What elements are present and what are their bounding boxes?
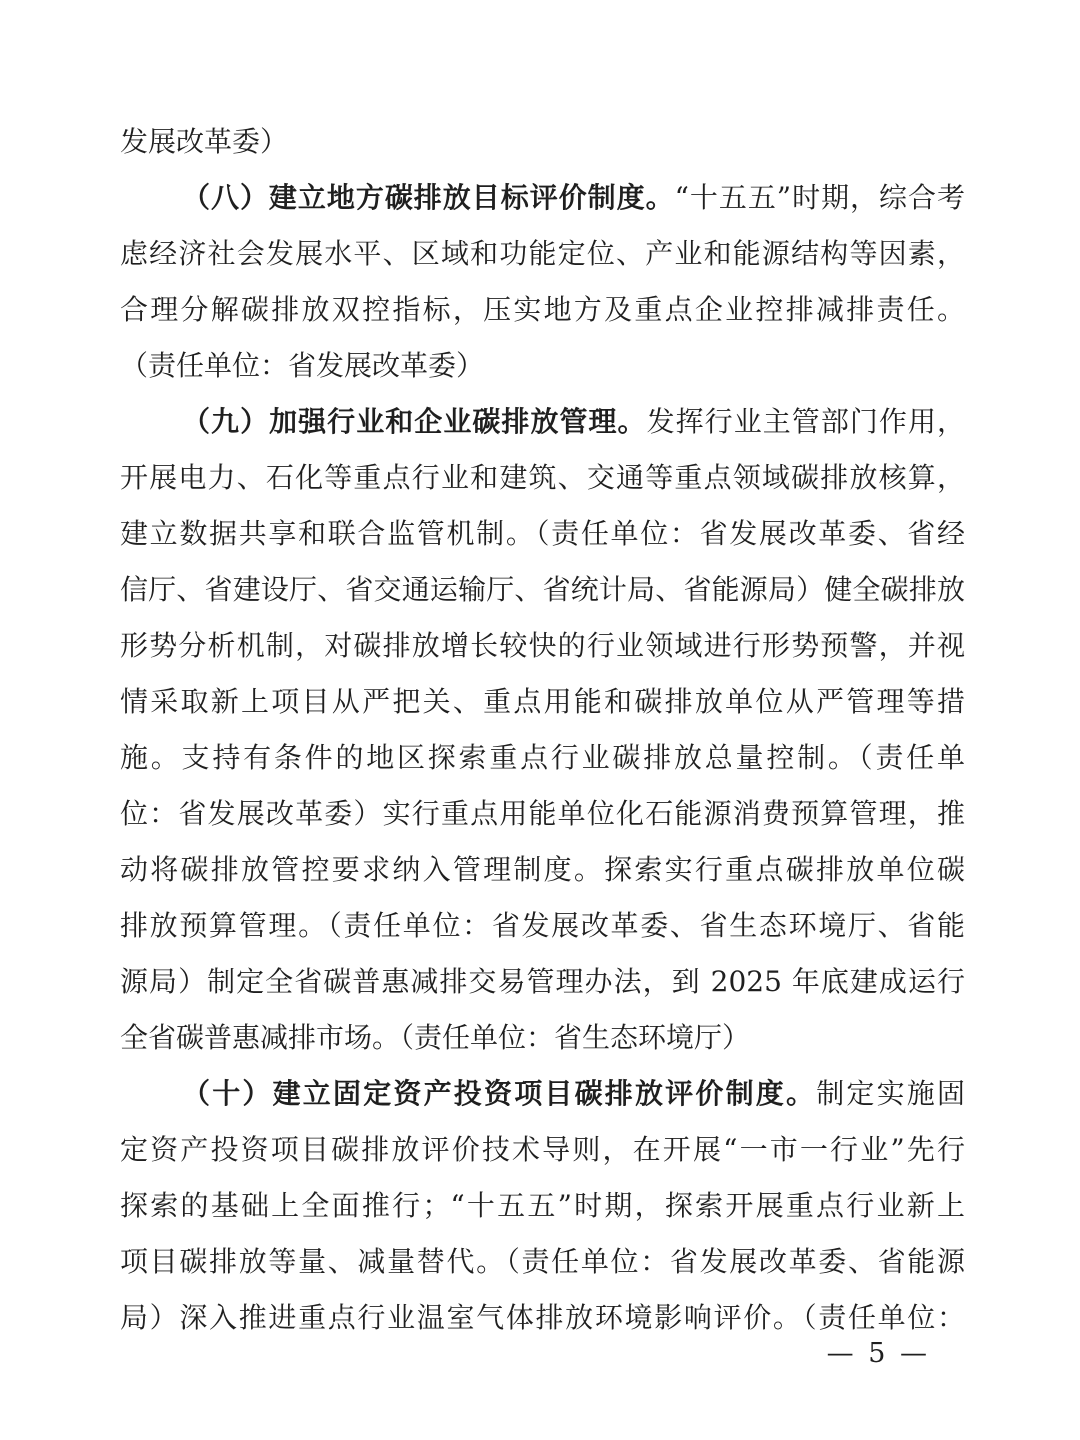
body-text: 探索的基础上全面推行；“十五五”时期，探索开展重点行业新上 <box>120 1189 965 1222</box>
body-text: 全省碳普惠减排市场。（责任单位：省生态环境厅） <box>120 1021 751 1054</box>
text-line <box>120 786 965 842</box>
text-line <box>120 1178 965 1234</box>
body-text: （责任单位：省发展改革委） <box>120 349 485 382</box>
text-line <box>120 954 965 1010</box>
body-text: 施。支持有条件的地区探索重点行业碳排放总量控制。（责任单 <box>120 741 965 774</box>
body-text: 排放预算管理。（责任单位：省发展改革委、省生态环境厅、省能 <box>120 909 965 942</box>
text-line <box>120 1122 965 1178</box>
body-text: 建立数据共享和联合监管机制。（责任单位：省发展改革委、省经 <box>120 517 965 550</box>
text-line <box>120 1066 965 1122</box>
text-line <box>120 226 965 282</box>
body-text: 信厅、省建设厅、省交通运输厅、省统计局、省能源局）健全碳排放 <box>120 573 965 606</box>
body-text: 局）深入推进重点行业温室气体排放环境影响评价。（责任单位： <box>120 1301 965 1334</box>
item-heading-text: （九）加强行业和企业碳排放管理。 <box>182 405 647 438</box>
body-text: 合理分解碳排放双控指标，压实地方及重点企业控排减排责任。 <box>120 293 965 326</box>
body-text: 动将碳排放管控要求纳入管理制度。探索实行重点碳排放单位碳 <box>120 853 965 886</box>
body-text: 形势分析机制，对碳排放增长较快的行业领域进行形势预警，并视 <box>120 629 965 662</box>
text-line <box>120 394 965 450</box>
document-body <box>120 114 965 1346</box>
body-text: 源局）制定全省碳普惠减排交易管理办法，到 2025 年底建成运行 <box>120 965 965 998</box>
body-text: 发展改革委） <box>120 125 289 158</box>
text-line <box>120 1010 965 1066</box>
text-line <box>120 562 965 618</box>
page-number: — 5 — <box>826 1338 930 1369</box>
text-line <box>120 842 965 898</box>
text-line <box>120 730 965 786</box>
item-heading-text: （十）建立固定资产投资项目碳排放评价制度。 <box>182 1077 817 1110</box>
text-line <box>120 114 965 170</box>
body-text: 开展电力、石化等重点行业和建筑、交通等重点领域碳排放核算， <box>120 461 965 494</box>
body-text: 定资产投资项目碳排放评价技术导则，在开展“一市一行业”先行 <box>120 1133 965 1166</box>
body-text: 发挥行业主管部门作用， <box>646 405 965 438</box>
text-line <box>120 282 965 338</box>
text-line <box>120 450 965 506</box>
body-text: 情采取新上项目从严把关、重点用能和碳排放单位从严管理等措 <box>120 685 965 718</box>
text-line <box>120 338 965 394</box>
text-line <box>120 506 965 562</box>
item-heading-text: （八）建立地方碳排放目标评价制度。 <box>182 181 675 214</box>
body-text: 虑经济社会发展水平、区域和功能定位、产业和能源结构等因素， <box>120 237 965 270</box>
text-line <box>120 618 965 674</box>
text-line <box>120 1234 965 1290</box>
text-line <box>120 674 965 730</box>
body-text: 制定实施固 <box>816 1077 965 1110</box>
body-text: “十五五”时期，综合考 <box>674 181 965 214</box>
text-line <box>120 898 965 954</box>
body-text: 位：省发展改革委）实行重点用能单位化石能源消费预算管理，推 <box>120 797 965 830</box>
body-text: 项目碳排放等量、减量替代。（责任单位：省发展改革委、省能源 <box>120 1245 965 1278</box>
text-line <box>120 170 965 226</box>
